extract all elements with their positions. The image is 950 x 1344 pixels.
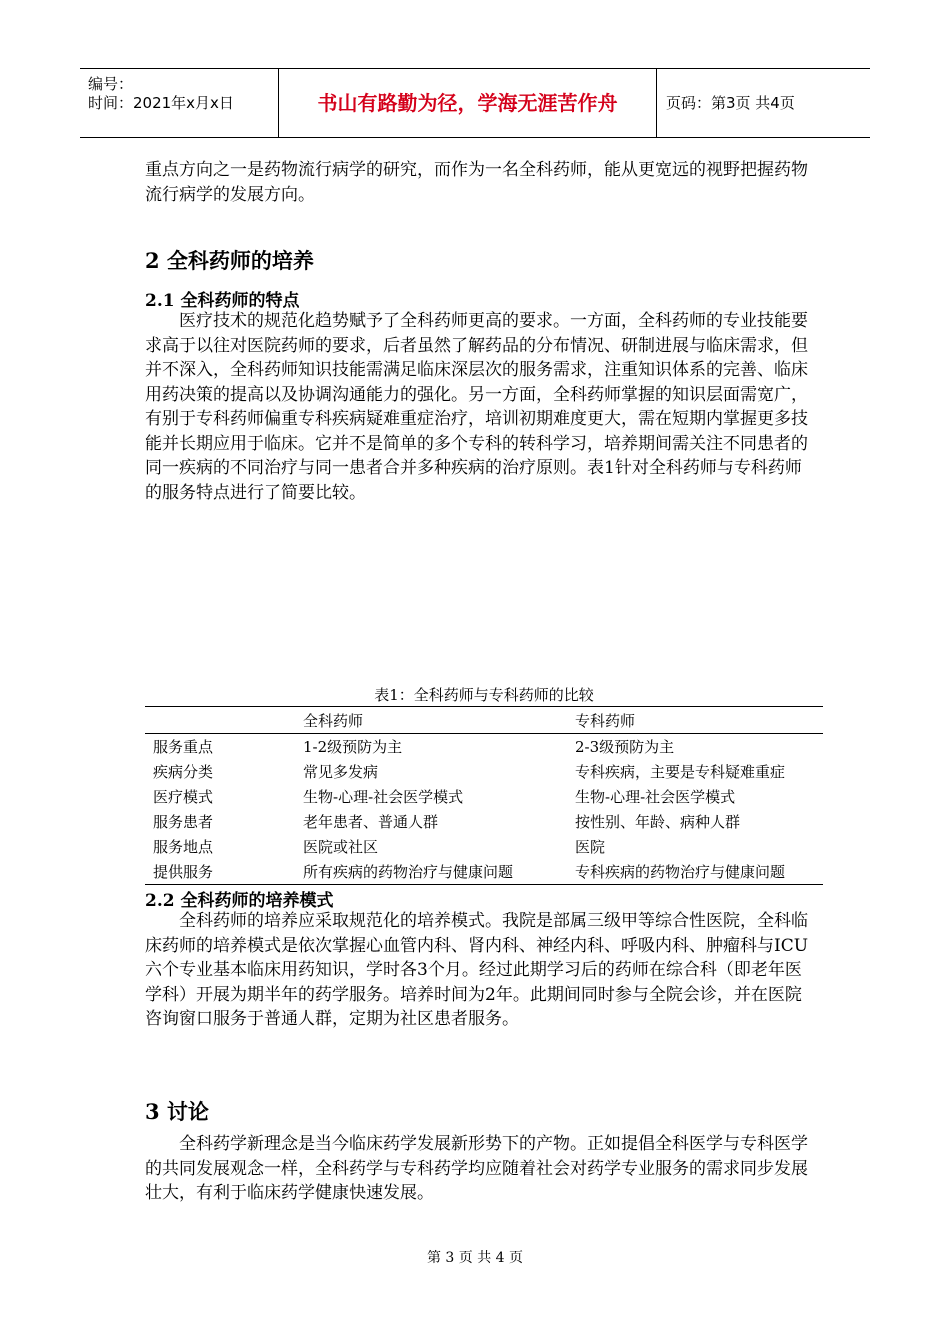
table-cell: 1-2级预防为主 bbox=[303, 738, 403, 756]
section-3-paragraph: 全科药学新理念是当今临床药学发展新形势下的产物。正如提倡全科医学与专科医学的共同发展观念一样，全科药学与专科药学均应随着社会对药学专业服务的需求同步发展壮大，有利于临床药学健康快速发展。 bbox=[145, 1134, 808, 1203]
section-3-heading: 3 讨论 bbox=[145, 1099, 209, 1124]
table-row bbox=[145, 759, 823, 784]
header-info-cell bbox=[80, 69, 279, 137]
table-caption: 表1：全科药师与专科药师的比较 bbox=[374, 686, 594, 704]
table-header-cell bbox=[145, 707, 303, 734]
table-header-cell: 专科药师 bbox=[575, 707, 823, 734]
section-2-1-paragraph: 医疗技术的规范化趋势赋予了全科药师更高的要求。一方面，全科药师的专业技能要求高于以往对医院药师的要求，后者虽然了解药品的分布情况、研制进展与临床需求，但并不深入，全科药师知识技能需满足临床深层次的服务需求，注重知识体系的完善、临床用药决策的提高以及协调沟通能力的强化。另一方面，全科药师掌握的知识层面需宽广，有别于专科药师偏重专科疾病疑难重症治疗，培训初期难度更大，需在短期内掌握更多技能并长期应用于临床。它并不是简单的多个专科的转科学习，培养期间需关注不同患者的同一疾病的不同治疗与同一患者合并多种疾病的治疗原则。表1针对全科药师与专科药师的服务特点进行了简要比较。 bbox=[145, 311, 808, 503]
table-cell: 所有疾病的药物治疗与健康问题 bbox=[303, 859, 575, 885]
section-2-1-heading: 2.1 全科药师的特点 bbox=[145, 291, 300, 311]
comparison-table bbox=[145, 706, 823, 885]
table-cell: 常见多发病 bbox=[303, 763, 379, 781]
document-header bbox=[80, 68, 870, 138]
header-motto: 书山有路勤为径，学海无涯苦作舟 bbox=[279, 69, 657, 137]
table-cell: 2-3级预防为主 bbox=[575, 738, 675, 756]
code-label: 编号： bbox=[88, 75, 134, 93]
table-cell: 专科疾病的药物治疗与健康问题 bbox=[575, 859, 823, 885]
table-cell: 服务重点 bbox=[153, 738, 214, 756]
table-cell: 服务地点 bbox=[153, 838, 214, 856]
table-row bbox=[145, 809, 823, 834]
table-cell: 生物-心理-社会医学模式 bbox=[303, 788, 464, 806]
section-2-heading: 2 全科药师的培养 bbox=[145, 248, 314, 273]
table-cell: 医院或社区 bbox=[303, 838, 379, 856]
table-cell: 老年患者、普通人群 bbox=[303, 813, 439, 831]
table-cell: 提供服务 bbox=[145, 859, 303, 885]
time-label: 时间：2021年x月x日 bbox=[88, 94, 234, 112]
intro-continuation-paragraph: 重点方向之一是药物流行病学的研究，而作为一名全科药师，能从更宽远的视野把握药物流行病学的发展方向。 bbox=[145, 160, 808, 205]
table-cell: 按性别、年龄、病种人群 bbox=[575, 813, 741, 831]
table-cell: 服务患者 bbox=[153, 813, 214, 831]
table-header-cell: 全科药师 bbox=[303, 707, 575, 734]
table-row bbox=[145, 834, 823, 859]
table-cell: 医院 bbox=[575, 838, 606, 856]
section-2-2-paragraph: 全科药师的培养应采取规范化的培养模式。我院是部属三级甲等综合性医院，全科临床药师的培养模式是依次掌握心血管内科、肾内科、神经内科、呼吸内科、肿瘤科与ICU六个专业基本临床用药知识，学时各3个月。经过此期学习后的药师在综合科（即老年医学科）开展为期半年的药学服务。培养时间为2年。此期间同时参与全院会诊，并在医院咨询窗口服务于普通人群，定期为社区患者服务。 bbox=[145, 911, 809, 1029]
table-row bbox=[145, 784, 823, 809]
table-cell: 疾病分类 bbox=[153, 763, 214, 781]
table-cell: 医疗模式 bbox=[153, 788, 214, 806]
table-row bbox=[145, 734, 823, 760]
section-2-2-heading: 2.2 全科药师的培养模式 bbox=[145, 891, 334, 911]
page-footer: 第 3 页 共 4 页 bbox=[426, 1250, 524, 1266]
table-row bbox=[145, 859, 823, 885]
table-header-row bbox=[145, 707, 823, 734]
table-cell: 生物-心理-社会医学模式 bbox=[575, 788, 736, 806]
header-page-label: 页码：第3页 共4页 bbox=[666, 94, 795, 112]
table-cell: 专科疾病，主要是专科疑难重症 bbox=[575, 763, 786, 781]
